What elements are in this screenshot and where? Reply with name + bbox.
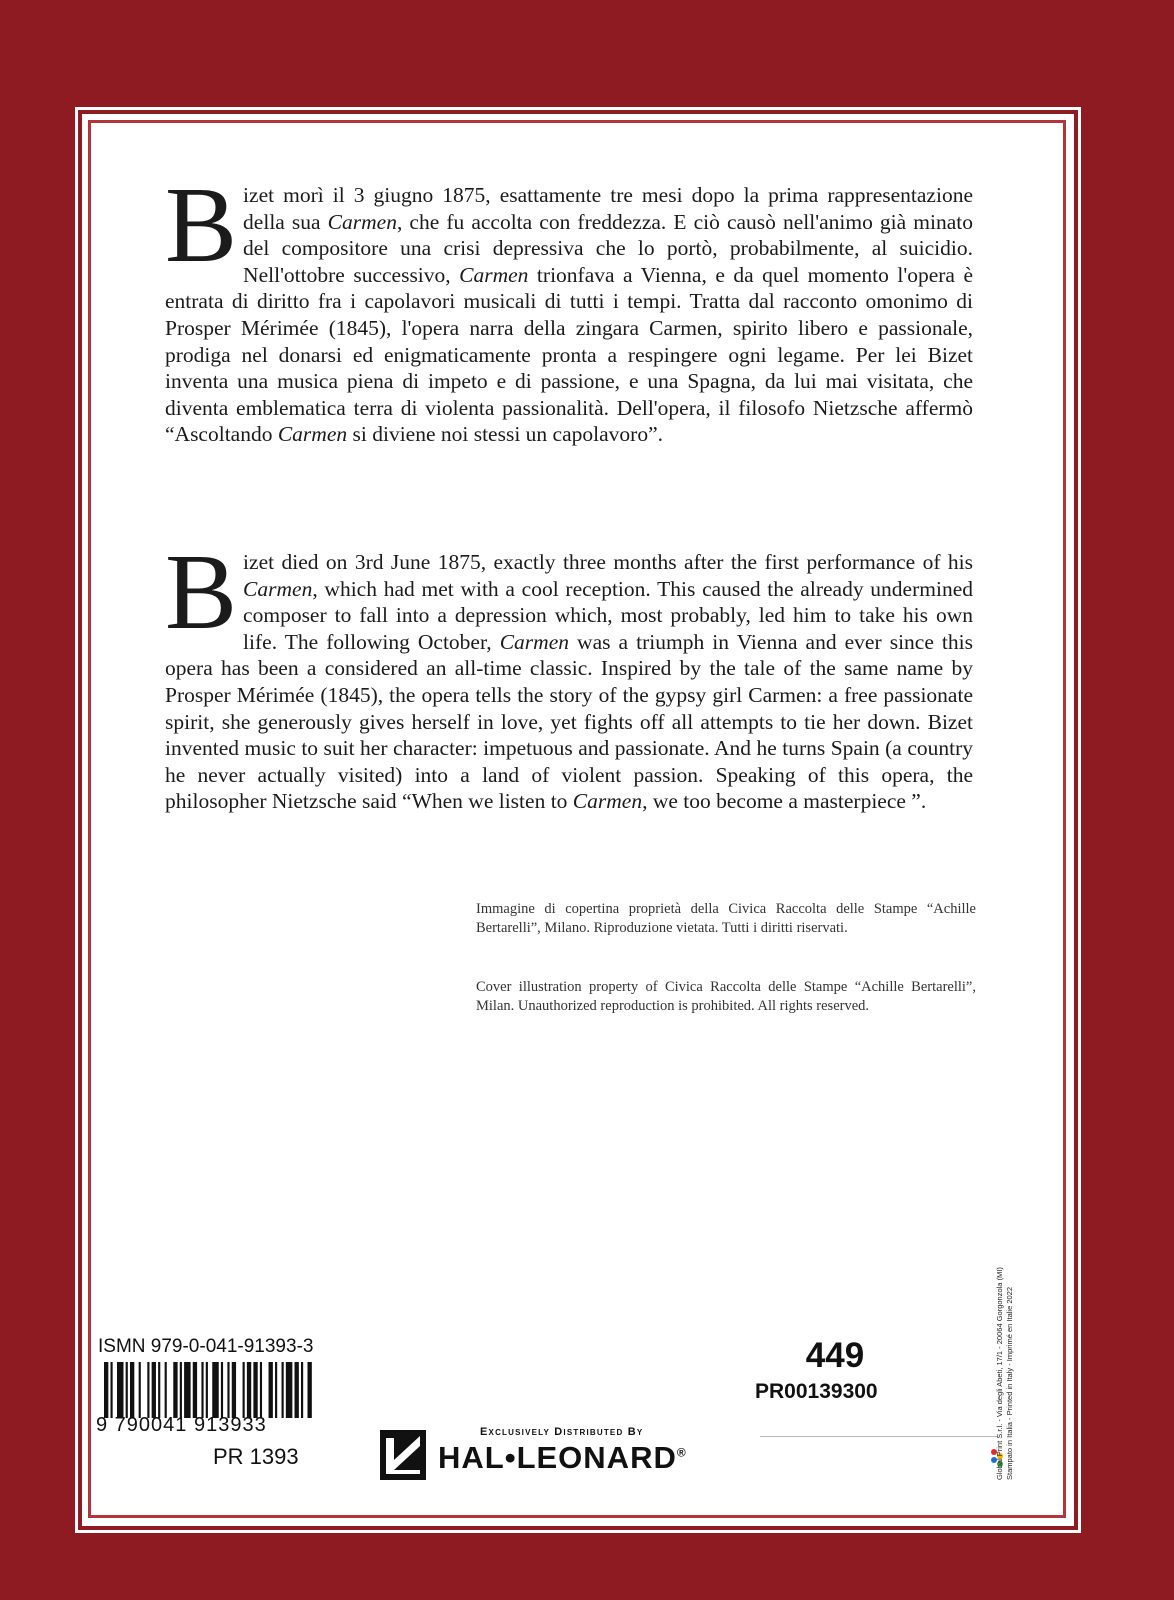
barcode-bar (158, 1362, 160, 1418)
barcode-bar (227, 1362, 229, 1418)
english-dropcap: B (165, 533, 238, 652)
barcode-bar (308, 1362, 312, 1418)
barcode-bar (286, 1362, 292, 1418)
barcode-bar (232, 1362, 236, 1418)
barcode-bar (165, 1362, 167, 1418)
barcode-bar (173, 1362, 177, 1418)
barcode-bar (260, 1362, 262, 1418)
barcode-bar (130, 1362, 134, 1418)
barcode-bar (221, 1362, 223, 1418)
barcode-bar (147, 1362, 149, 1418)
barcode-icon (104, 1362, 314, 1418)
barcode-bar (152, 1362, 156, 1418)
barcode-bar (117, 1362, 123, 1418)
barcode-bar (193, 1362, 197, 1418)
italian-image-credit: Immagine di copertina proprietà della Civica Raccolta delle Stampe “Achille Bertarelli”, Milano. Riproduzione vietata. Tutti i diritti riservati. (476, 901, 976, 936)
barcode-bar (269, 1362, 273, 1418)
english-image-credit: Cover illustration property of Civica Raccolta delle Stampe “Achille Bertarelli”, Milan. Unauthorized reproduction is prohibited. All rights reserved. (476, 979, 976, 1014)
hal-leonard-logo-icon (380, 1430, 426, 1480)
hal-leonard-wordmark: HAL•LEONARD® (438, 1440, 687, 1475)
barcode-bar (126, 1362, 128, 1418)
barcode-bar (139, 1362, 141, 1418)
catalog-number: 449 (805, 1336, 865, 1375)
italian-description: Bizet morì il 3 giugno 1875, esattamente tre mesi dopo la prima rappresentazione della sua Carmen, che fu accolta con freddezza. E ciò causò nell'animo già minato del compositore una crisi depressiva che lo portò, probabilmente, al suicidio. Nell'ottobre successivo, Carmen trionfava a Vienna, e da quel momento l'opera è entrata di diritto fra i capolavori musicali di tutti i tempi. Tratta dal racconto omonimo di Prosper Mérimée (1845), l'opera narra della zingara Carmen, spirito libero e passionale, prodiga nel donarsi ed enigmaticamente pronta a respingere ogni legame. Per lei Bizet inventa una musica piena di impeto e di passione, e una Spagna, da lui mai visitata, che diventa emblematica terra di violenta passionalità. Dell'opera, il filosofo Nietzsche affermò “Ascoltando Carmen si diviene noi stessi un capolavoro”. (165, 166, 974, 447)
barcode-bar (243, 1362, 245, 1418)
english-description: Bizet died on 3rd June 1875, exactly three months after the first performance of his Carmen, which had met with a cool reception. This caused the already undermined composer to fall into a depression which, most probably, led him to take his own life. The following October, Carmen was a triumph in Vienna and ever since this opera has been a considered an all-time classic. Inspired by the tale of the same name by Prosper Mérimée (1845), the opera tells the story of the gypsy girl Carmen: a free passionate spirit, she generously gives herself in love, yet fights off all attempts to tie her down. Bizet invented music to suit her character: impetuous and passionate. And he turns Spain (a country he never actually visited) into a land of violent passion. Speaking of this opera, the philosopher Nietzsche said “When we listen to Carmen, we too become a masterpiece ”. (165, 533, 973, 814)
barcode-bar (247, 1362, 251, 1418)
barcode-digits: 9 790041 913933 (96, 1414, 267, 1436)
pr-code: PR 1393 (213, 1444, 299, 1469)
barcode-bar (201, 1362, 203, 1418)
printer-imprint: Global Print S.r.l. - Via degli Abeti, 17/1 - 20064 Gorgonzola (MI) Stampato in Italia - Printed in Italy - Imprimé en Italie 2022 (995, 1267, 1014, 1480)
italian-dropcap: B (165, 166, 238, 285)
barcode-bar (301, 1362, 303, 1418)
barcode-bar (275, 1362, 277, 1418)
barcode-bar (104, 1362, 108, 1418)
barcode-bar (180, 1362, 182, 1418)
barcode-bar (253, 1362, 257, 1418)
distributed-by-label: Exclusively Distributed By (480, 1426, 644, 1438)
barcode-bar (206, 1362, 208, 1418)
ismn-label: ISMN 979-0-041-91393-3 (98, 1336, 314, 1357)
divider-line (760, 1436, 998, 1437)
barcode-bar (295, 1362, 299, 1418)
barcode-bar (282, 1362, 284, 1418)
barcode-bar (184, 1362, 190, 1418)
product-code: PR00139300 (755, 1380, 878, 1403)
barcode-bar (212, 1362, 218, 1418)
barcode-bar (110, 1362, 112, 1418)
